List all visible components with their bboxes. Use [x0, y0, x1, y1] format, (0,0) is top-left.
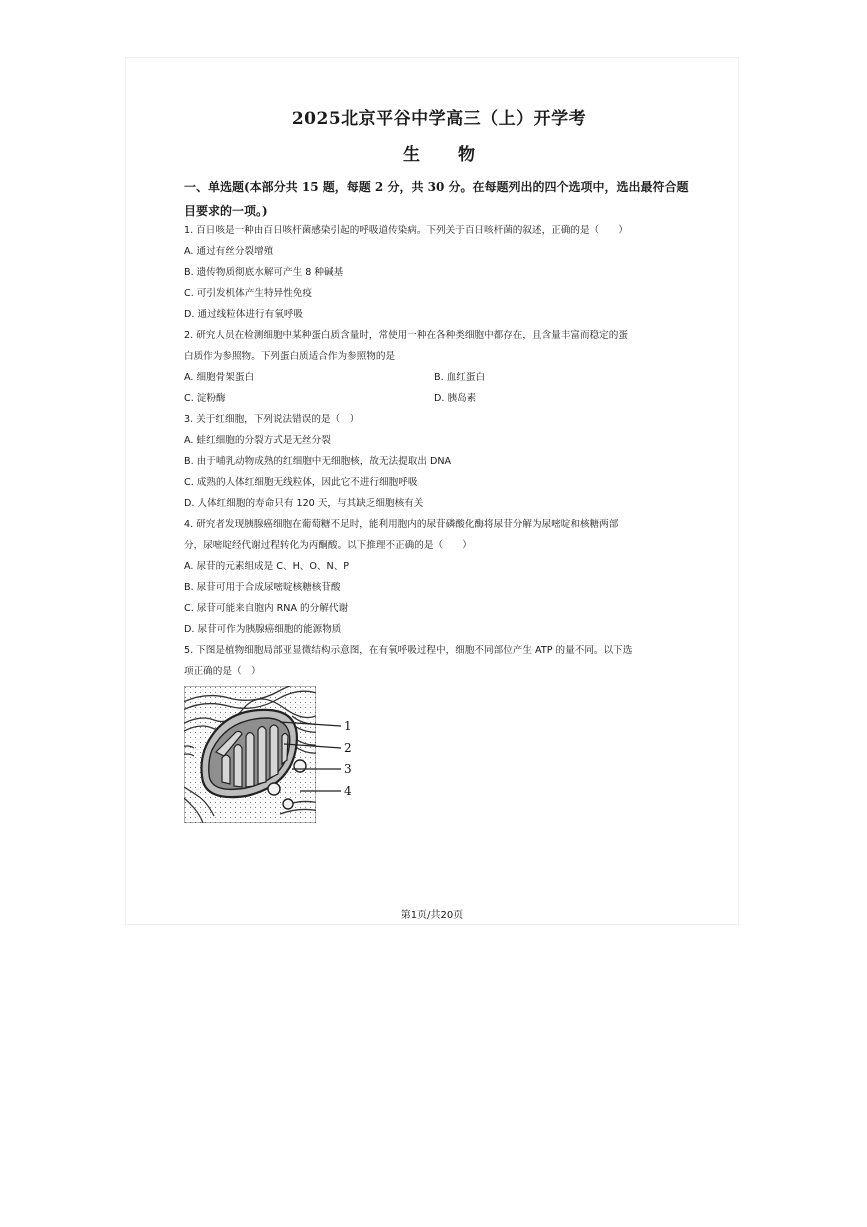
- q4-option-c: C. 尿苷可能来自胞内 RNA 的分解代谢: [184, 603, 349, 614]
- section-heading: 一、单选题(本部分共 15 题，每题 2 分，共 30 分。在每题列出的四个选项中，选出最符合题目要求的一项。): [184, 180, 689, 218]
- q2-option-b: B. 血红蛋白: [434, 372, 486, 383]
- q3-option-b: B. 由于哺乳动物成熟的红细胞中无细胞核，故无法提取出 DNA: [184, 456, 452, 467]
- q3-option-a: A. 蛙红细胞的分裂方式是无丝分裂: [184, 435, 331, 446]
- q3-stem: 3. 关于红细胞，下列说法错误的是（ ）: [184, 414, 360, 425]
- q5-stem-line1: 5. 下图是植物细胞局部亚显微结构示意图，在有氧呼吸过程中，细胞不同部位产生 ATP 的量不同。以下选: [184, 645, 633, 656]
- figure-label-4: 4: [344, 784, 352, 798]
- q4-option-a: A. 尿苷的元素组成是 C、H、O、N、P: [184, 561, 350, 572]
- q1-option-d: D. 通过线粒体进行有氧呼吸: [184, 309, 304, 320]
- figure-label-3: 3: [344, 762, 352, 776]
- q2-option-c: C. 淀粉酶: [184, 393, 226, 404]
- exam-title: 2025北京平谷中学高三（上）开学考: [291, 109, 587, 129]
- mitochondrion-diagram: [184, 686, 364, 823]
- document-page: [126, 58, 738, 924]
- mitochondrion-figure: [184, 686, 364, 823]
- q5-stem-line2: 项正确的是（ ）: [184, 666, 261, 677]
- q4-option-b: B. 尿苷可用于合成尿嘧啶核糖核苷酸: [184, 582, 341, 593]
- figure-label-1: 1: [344, 719, 352, 733]
- q1-option-c: C. 可引发机体产生特异性免疫: [184, 288, 312, 299]
- q1-option-a: A. 通过有丝分裂增殖: [184, 246, 274, 257]
- q3-option-c: C. 成熟的人体红细胞无线粒体，因此它不进行细胞呼吸: [184, 477, 418, 488]
- q1-option-b: B. 遗传物质彻底水解可产生 8 种碱基: [184, 267, 344, 278]
- q3-option-d: D. 人体红细胞的寿命只有 120 天，与其缺乏细胞核有关: [184, 498, 424, 509]
- q4-option-d: D. 尿苷可作为胰腺癌细胞的能源物质: [184, 624, 342, 635]
- q2-stem-line2: 白质作为参照物。下列蛋白质适合作为参照物的是: [184, 351, 396, 362]
- figure-label-2: 2: [344, 741, 352, 755]
- q2-option-a: A. 细胞骨架蛋白: [184, 372, 255, 383]
- q2-stem-line1: 2. 研究人员在检测细胞中某种蛋白质含量时，常使用一种在各种类细胞中都存在，且含量丰富而稳定的蛋: [184, 330, 628, 341]
- q4-stem-line2: 分，尿嘧啶经代谢过程转化为丙酮酸。以下推理不正确的是（ ）: [184, 540, 472, 551]
- q2-option-d: D. 胰岛素: [434, 393, 477, 404]
- q1-stem: 1. 百日咳是一种由百日咳杆菌感染引起的呼吸道传染病。下列关于百日咳杆菌的叙述，正确的是（ ）: [184, 225, 628, 236]
- subject-title: 生物: [403, 145, 513, 165]
- page-footer: 第1页/共20页: [400, 910, 464, 921]
- q4-stem-line1: 4. 研究者发现胰腺癌细胞在葡萄糖不足时，能利用胞内的尿苷磷酸化酶将尿苷分解为尿嘧啶和核糖两部: [184, 519, 619, 530]
